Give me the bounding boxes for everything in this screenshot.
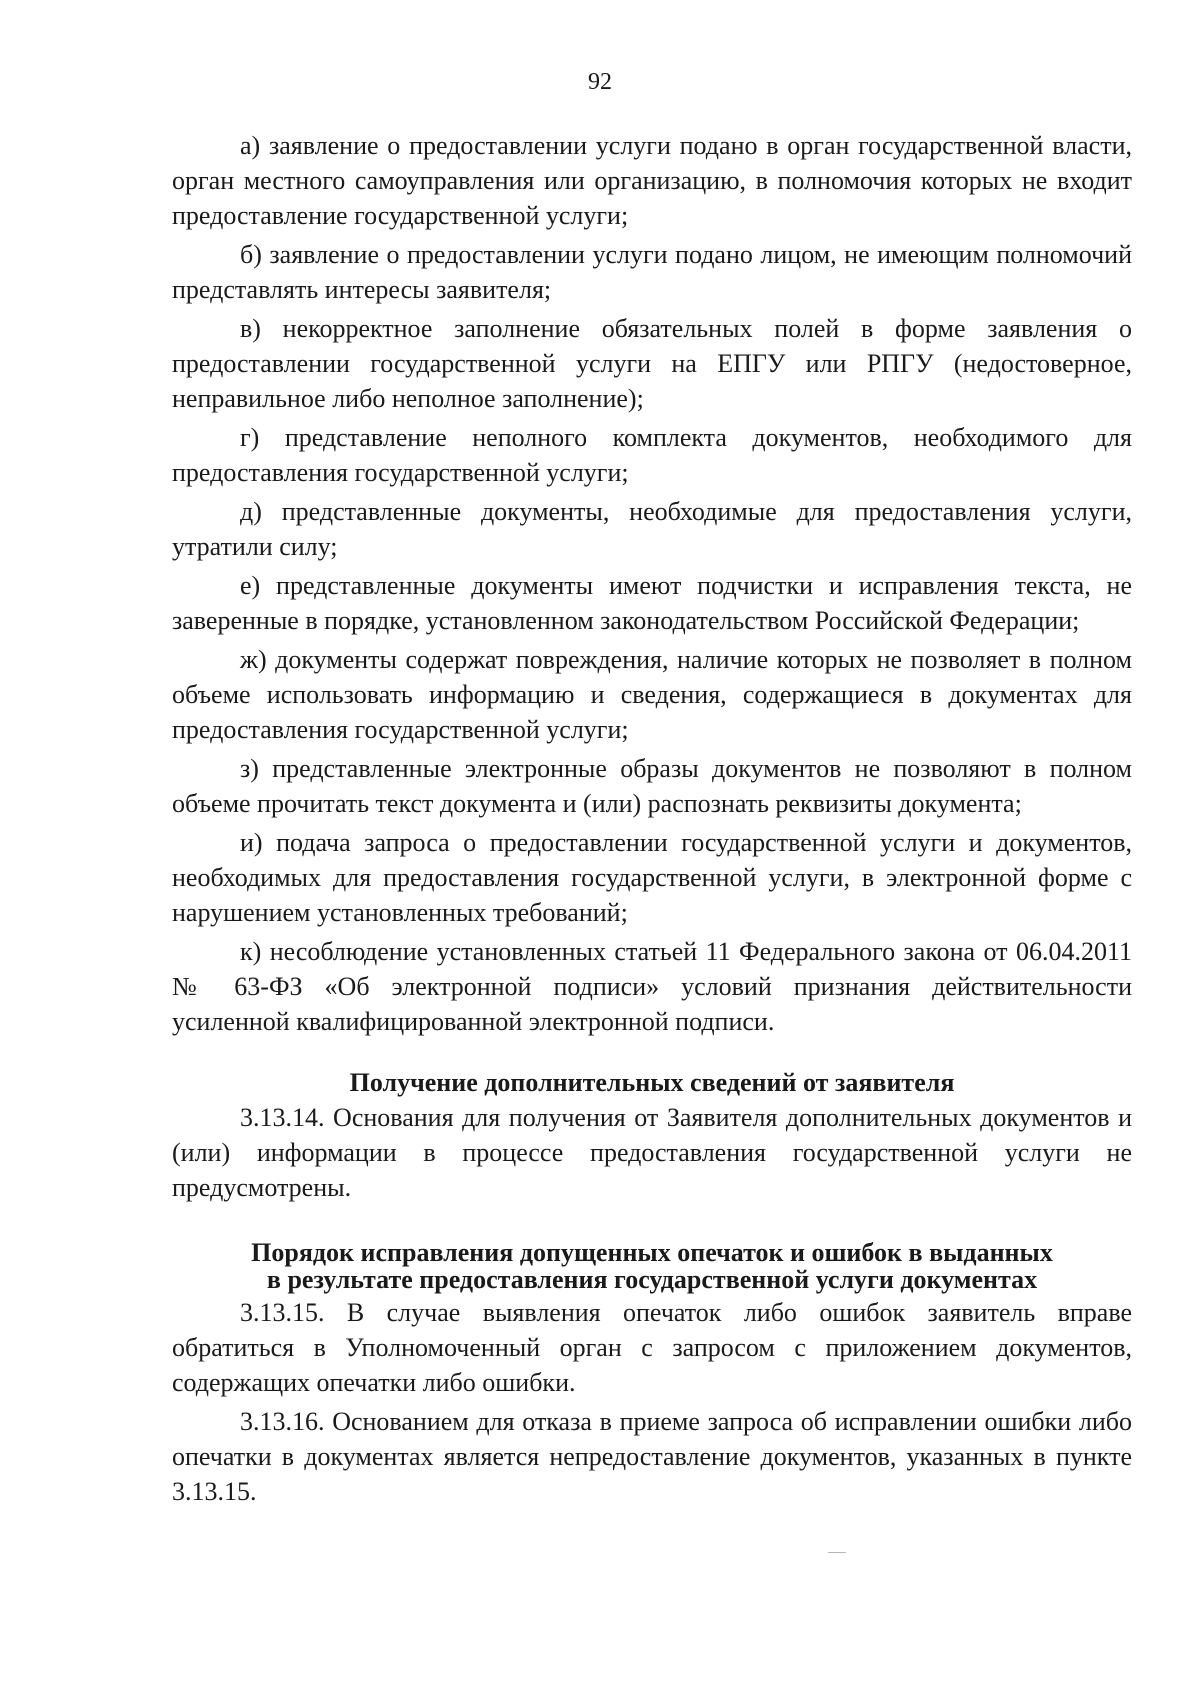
section-heading-corrections-line1: Порядок исправления допущенных опечаток и ошибок в выданных [251,1238,1053,1267]
section-heading-additional-info: Получение дополнительных сведений от заявителя [349,1068,955,1097]
list-item-a: а) заявление о предоставлении услуги подано в орган государственной власти, орган местного самоуправления или организацию, в полномочия которых не входит предоставление государственной услуги; [172,131,1132,230]
list-item-v: в) некорректное заполнение обязательных полей в форме заявления о предоставлении государственной услуги на ЕПГУ или РПГУ (недостоверное, неправильное либо неполное заполнение); [172,314,1132,413]
section-heading-corrections-line2: в результате предоставления государственной услуги документах [266,1265,1038,1294]
page-number: 92 [588,69,612,95]
section-heading-corrections [172,1239,1132,1293]
paragraph-3-13-14: 3.13.14. Основания для получения от Заявителя дополнительных документов и (или) информации в процессе предоставления государственной услуги не предусмотрены. [172,1103,1132,1202]
document-body [172,128,1132,1513]
list-item-i: и) подача запроса о предоставлении государственной услуги и документов, необходимых для предоставления государственной услуги, в электронной форме с нарушением установленных требований; [172,828,1132,927]
paragraph-3-13-16: 3.13.16. Основанием для отказа в приеме запроса об исправлении ошибки либо опечатки в документах является непредоставление документов, указанных в пункте 3.13.15. [172,1407,1132,1506]
scan-artifact-mark [828,1552,846,1553]
list-item-g: г) представление неполного комплекта документов, необходимого для предоставления государственной услуги; [172,423,1132,487]
list-item-z: з) представленные электронные образы документов не позволяют в полном объеме прочитать текст документа и (или) распознать реквизиты документа; [172,754,1132,818]
list-item-b: б) заявление о предоставлении услуги подано лицом, не имеющим полномочий представлять интересы заявителя; [172,240,1132,304]
list-item-k: к) несоблюдение установленных статьей 11 Федерального закона от 06.04.2011 № 63-ФЗ «Об электронной подписи» условий признания действительности усиленной квалифицированной электронной подписи. [172,937,1132,1036]
list-item-zh: ж) документы содержат повреждения, наличие которых не позволяет в полном объеме использовать информацию и сведения, содержащиеся в документах для предоставления государственной услуги; [172,645,1132,744]
paragraph-3-13-15: 3.13.15. В случае выявления опечаток либо ошибок заявитель вправе обратиться в Уполномоченный орган с запросом с приложением документов, содержащих опечатки либо ошибки. [172,1298,1132,1397]
list-item-e: е) представленные документы имеют подчистки и исправления текста, не заверенные в порядке, установленном законодательством Российской Федерации; [172,571,1132,635]
list-item-d: д) представленные документы, необходимые для предоставления услуги, утратили силу; [172,497,1132,561]
